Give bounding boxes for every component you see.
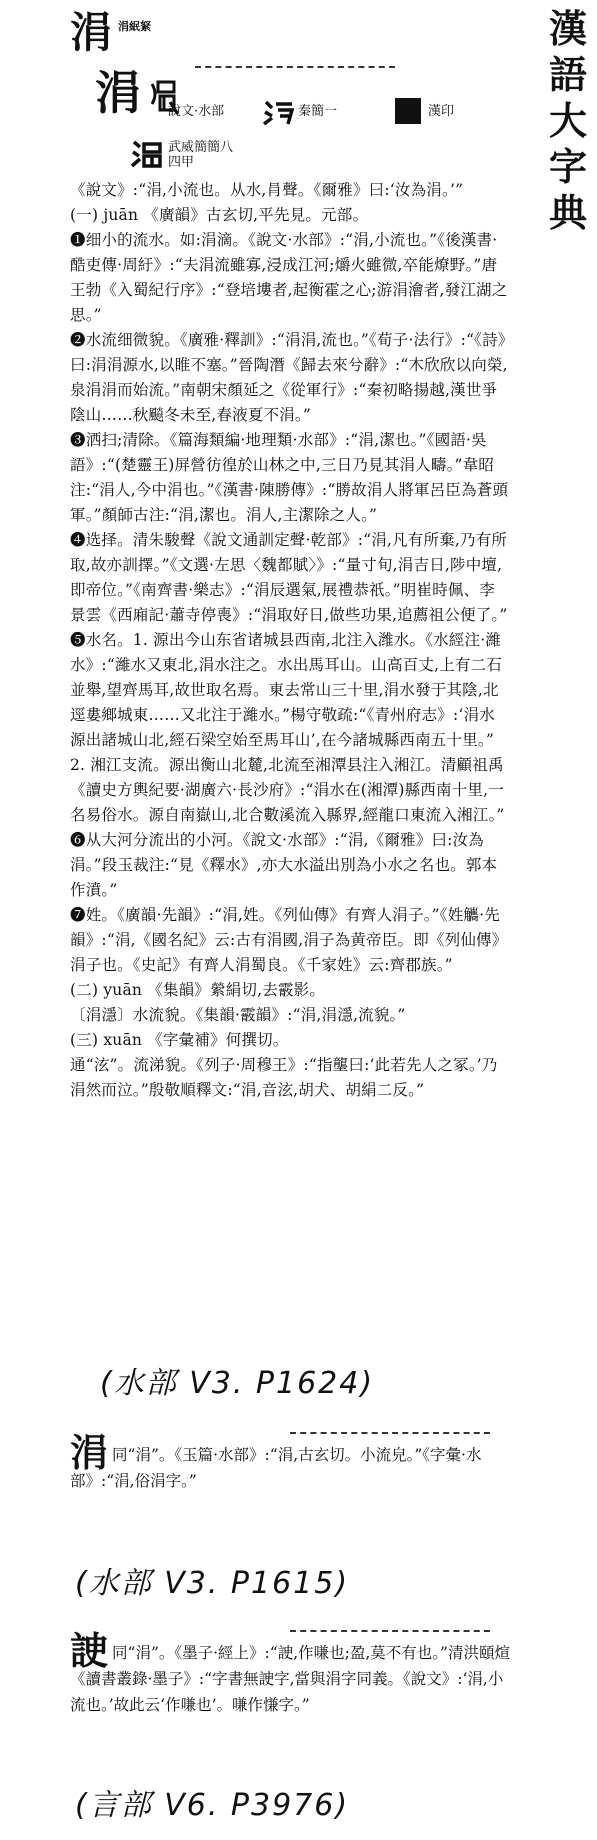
entry-line: ❷水流细微貌。《廣雅·釋訓》:“涓涓,流也。”《荀子·法行》:“《詩》曰:涓涓源水,以睢不塞。”晉陶潛《歸去來兮辭》:“木欣欣以向榮,泉涓涓而始流。”南朝宋顏延之《從軍行》:“秦初略揚越,漢世爭陰山……秋飈冬未至,春液夏不涓。”: [70, 331, 508, 424]
variant-entry: [70, 1430, 510, 1494]
label-han: 漢印: [428, 104, 455, 119]
header-divider: [195, 66, 395, 68]
han-seal-glyph: [395, 98, 421, 124]
entry-line: 《說文》:“涓,小流也。从水,肙聲。《爾雅》曰:‘汝為涓。’”: [70, 181, 464, 199]
chu-script-glyph: [262, 98, 296, 126]
title-char: 字: [548, 144, 587, 189]
entry-line: 通“泫”。流涕貌。《列子·周穆王》:“指壟曰:‘此若先人之冢。’乃涓然而泣。”殷敬順釋文:“涓,音泫,胡犬、胡絹二反。”: [70, 1056, 498, 1099]
title-char: 大: [548, 98, 587, 143]
wuwei-script-glyph: [130, 138, 164, 170]
variant-headword: 涓: [70, 1430, 109, 1475]
entry-line: (二) yuān 《集韻》縈絹切,去霰影。: [70, 981, 326, 999]
main-entry: [70, 178, 510, 1103]
label-sijia: 四甲: [168, 155, 195, 170]
dictionary-title-vertical: [545, 6, 591, 236]
headword-variant-note: 涓䋋䋈: [118, 20, 151, 33]
headword-large: 涓: [95, 66, 141, 120]
entry-line: (三) xuān 《字彙補》何撰切。: [70, 1031, 289, 1049]
variant-entry: [70, 1628, 510, 1718]
entry-divider: [290, 1432, 490, 1434]
entry-line: ❹选择。清朱駿聲《說文通訓定聲·乾部》:“涓,凡有所棄,乃有所取,故亦訓擇。”《文選·左思〈魏都賦〉》:“量寸旬,涓吉日,陟中壇,即帝位。”《南齊書·樂志》:“涓辰選氣,展禮恭祇。”明崔時佩、李景雲《西廂記·蕭寺停喪》:“涓取好日,做些功果,追薦祖公便了。”: [70, 531, 508, 624]
entry-line: ❻从大河分流出的小河。《說文·水部》:“涓,《爾雅》曰:汝為涓。”段玉裁注:“見《釋水》,亦大水溢出別為小水之名也。郭本作濆。”: [70, 831, 498, 899]
entry-line: ❺水名。1. 源出今山东省诸城县西南,北注入潍水。《水經注·濰水》:“濰水又東北,涓水注之。水出馬耳山。山高百丈,上有二石並舉,望齊馬耳,故世取名焉。東去常山三十里,涓水發于其陰,北逕婁鄉城東……又北注于濰水。”楊守敬疏:“《青州府志》:‘涓水源出諸城山北,經石梁空始至馬耳山’,在今諸城縣西南五十里。” 2. 湘江支流。源出衡山北麓,北流至湘潭县注入湘江。清顧祖禹《讀史方輿紀要·湖廣六·長沙府》:“涓水在(湘潭)縣西南十里,一名易俗水。源自南嶽山,北合數溪流入縣界,經龍口東流入湘江。”: [70, 631, 505, 824]
label-shuowen: 說文·水部: [168, 104, 225, 119]
label-chu: 秦簡一: [298, 104, 338, 119]
handwritten-reference: (言部 V6. P3976): [75, 1788, 350, 1823]
entry-line: (一) juān 《廣韻》古玄切,平先見。元部。: [70, 206, 369, 224]
variant-headword: 䛕: [70, 1628, 109, 1673]
variant-text: 同“涓”。《墨子·經上》:“䛕,作嗛也;盈,莫不有也。”清洪頤煊《讀書叢錄·墨子》:“字書無䛕字,當與涓字同義。《說文》:‘涓,小流也。’故此云‘作嗛也’。嗛作慊字。”: [70, 1644, 510, 1714]
entry-line: 〔涓濦〕水流貌。《集韻·霰韻》:“涓,涓濦,流貌。”: [70, 1006, 406, 1024]
title-char: 漢: [548, 6, 587, 51]
headword-small: 涓: [70, 8, 113, 57]
entry-divider: [290, 1630, 490, 1632]
entry-line: ❸洒扫;清除。《篇海類編·地理類·水部》:“涓,潔也。”《國語·吳語》:“(楚靈王)屏營彷徨於山林之中,三日乃見其涓人疇。”韋昭注:“涓人,今中涓也。”《漢書·陳勝傳》:“勝故涓人將軍呂臣為蒼頭軍。”顏師古注:“涓,潔也。涓人,主潔除之人。”: [70, 431, 509, 524]
handwritten-reference: (水部 V3. P1615): [75, 1566, 350, 1601]
entry-line: ❼姓。《廣韻·先韻》:“涓,姓。《列仙傳》有齊人涓子。”《姓觿·先韻》:“涓,《國名紀》云:古有涓國,涓子為黄帝臣。即《列仙傳》涓子也。《史記》有齊人涓蜀良。《千家姓》云:齊郡族。”: [70, 906, 508, 974]
title-char: 典: [548, 190, 587, 235]
entry-line: ❶细小的流水。如:涓滴。《說文·水部》:“涓,小流也。”《後漢書·酷吏傳·周紆》:“夫涓流雖寡,浸成江河;爝火雖微,卒能燎野。”唐王勃《入蜀紀行序》:“登培塿者,起衡霍之心;游涓澮者,發江湖之思。”: [70, 231, 508, 324]
handwritten-reference: (水部 V3. P1624): [100, 1366, 375, 1401]
label-wuwei: 武威簡簡八: [168, 140, 234, 155]
variant-text: 同“涓”。《玉篇·水部》:“涓,古玄切。小流皃。”《字彙·水部》:“涓,俗涓字。”: [70, 1446, 482, 1490]
title-char: 語: [548, 52, 587, 97]
